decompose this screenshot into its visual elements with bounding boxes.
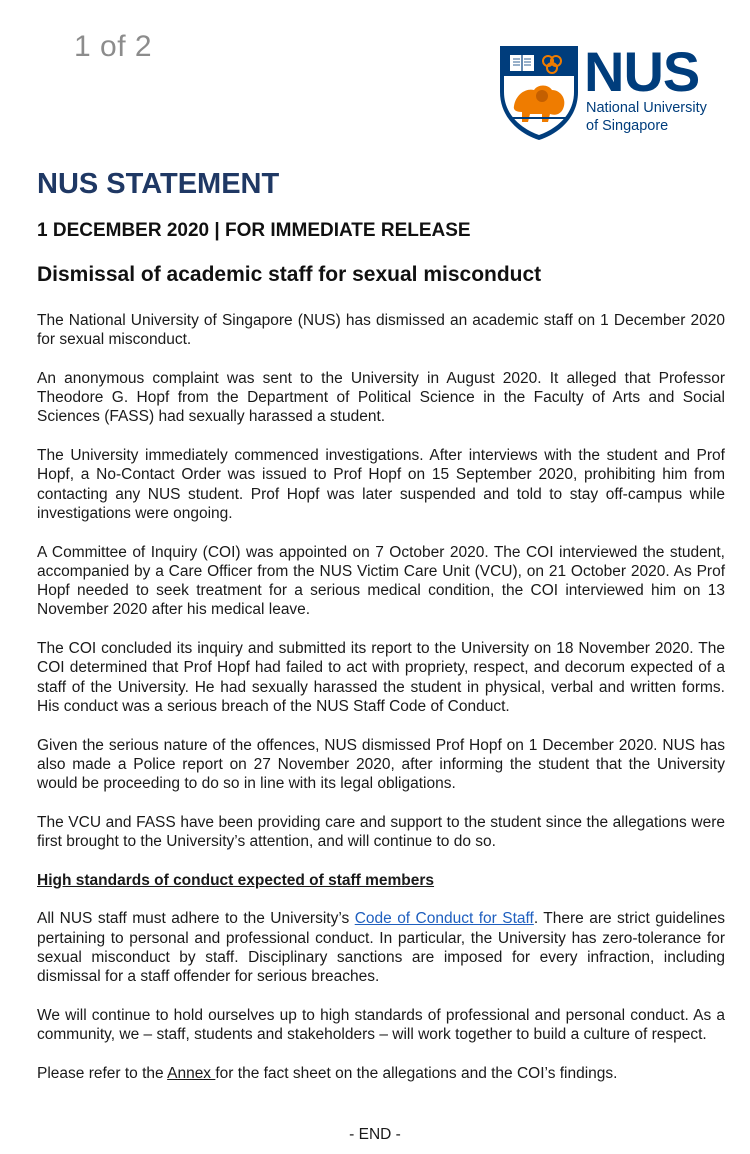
dateline: 1 DECEMBER 2020 | FOR IMMEDIATE RELEASE — [37, 220, 471, 241]
headline: Dismissal of academic staff for sexual misconduct — [37, 263, 542, 286]
page-indicator: 1 of 2 — [74, 30, 153, 63]
annex-link[interactable]: Annex — [167, 1064, 216, 1082]
paragraph-2: An anonymous complaint was sent to the University in August 2020. It alleged that Professor Theodore G. Hopf from the Department of Political Science in the Faculty of Arts and Social Sciences (FASS) had sexually harassed a student. — [37, 369, 725, 426]
logo-wordmark: NUS — [584, 40, 700, 103]
paragraph-4: A Committee of Inquiry (COI) was appointed on 7 October 2020. The COI interviewed the student, accompanied by a Care Officer from the NUS Victim Care Unit (VCU), on 21 October 2020. As Prof Hopf needed to seek treatment for a serious medical condition, the COI interviewed him on 13 November 2020 after his medical leave. — [37, 543, 725, 619]
logo-line-1: National University — [586, 100, 707, 116]
paragraph-9: We will continue to hold ourselves up to high standards of professional and personal conduct. As a community, we – staff, students and stakeholders – will work together to build a culture of respect. — [37, 1006, 725, 1043]
paragraph-8-end: . There are strict guidelines pertaining to personal and professional conduct. In particular, the University has zero-tolerance for sexual misconduct by staff. Disciplinary sanctions are imposed for every infraction, including dismissal for a staff offender for serious breaches. — [37, 910, 725, 986]
end-marker: - END - — [349, 1126, 401, 1143]
paragraph-3: The University immediately commenced investigations. After interviews with the student and Prof Hopf, a No-Contact Order was issued to Prof Hopf on 15 September 2020, prohibiting him from contacting any NUS student. Prof Hopf was later suspended and told to stay off-campus while investigations were ongoing. — [37, 447, 725, 522]
paragraph-8-start: All NUS staff must adhere to the University’s — [37, 910, 355, 928]
paragraph-1: The National University of Singapore (NUS) has dismissed an academic staff on 1 December 2020 for sexual misconduct. — [37, 312, 725, 349]
statement-body — [37, 311, 725, 1102]
paragraph-10 — [37, 1064, 725, 1083]
paragraph-5: The COI concluded its inquiry and submitted its report to the University on 18 November 2020. The COI determined that Prof Hopf had failed to act with propriety, respect, and decorum expected of a staff of the University. He had sexually harassed the student in physical, verbal and written forms. His conduct was a serious breach of the NUS Staff Code of Conduct. — [37, 640, 725, 715]
nus-crest-icon — [498, 44, 580, 142]
paragraph-7: The VCU and FASS have been providing care and support to the student since the allegations were first brought to the University’s attention, and will continue to do so. — [37, 813, 725, 851]
paragraph-8 — [37, 909, 725, 986]
code-of-conduct-link[interactable]: Code of Conduct for Staff — [354, 910, 534, 928]
logo-line-2: of Singapore — [586, 118, 669, 134]
document-title: NUS STATEMENT — [37, 168, 280, 200]
paragraph-6: Given the serious nature of the offences, NUS dismissed Prof Hopf on 1 December 2020. NUS has also made a Police report on 27 November 2020, after informing the student that the University would be proceeding to do so in line with its legal obligations. — [37, 736, 725, 793]
paragraph-10-end: for the fact sheet on the allegations and the COI’s findings. — [215, 1064, 618, 1082]
nus-logo — [498, 40, 728, 144]
paragraph-10-start: Please refer to the — [37, 1064, 168, 1082]
section-heading: High standards of conduct expected of staff members — [37, 871, 435, 889]
